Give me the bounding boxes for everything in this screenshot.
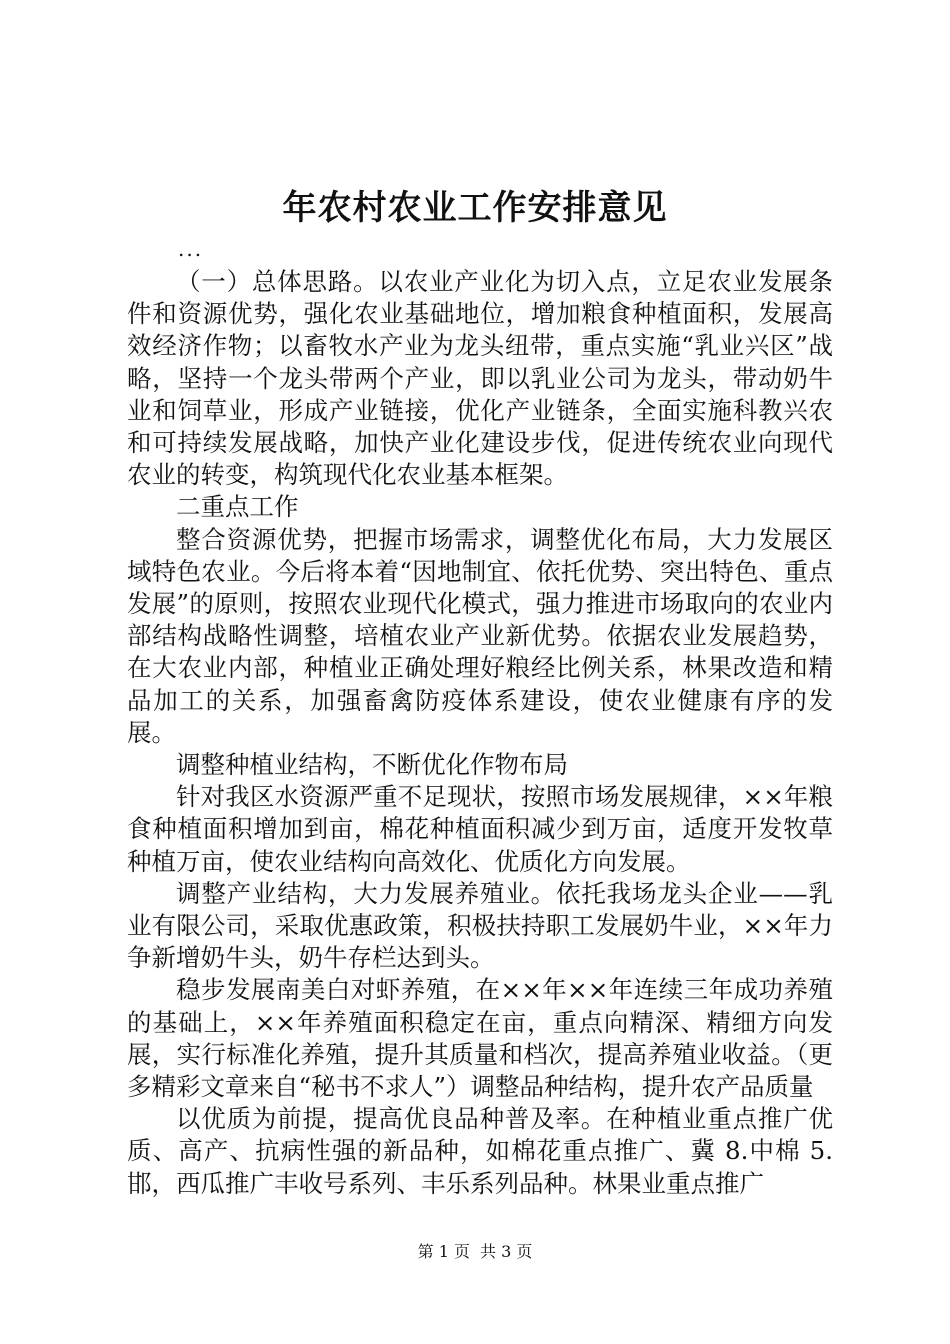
paragraph-shrimp-farming: 稳步发展南美白对虾养殖，在××年××年连续三年成功养殖的基础上，××年养殖面积稳定在亩，重点向精深、精细方向发展，实行标准化养殖，提升其质量和档次，提高养殖业收益。（更多精彩文章来自“秘书不求人”）调整品种结构，提升农产品质量 (127, 975, 833, 1102)
paragraph-breeding-industry: 调整产业结构，大力发展养殖业。依托我场龙头企业——乳业有限公司，采取优惠政策，积极扶持职工发展奶牛业，××年力争新增奶牛头，奶牛存栏达到头。 (127, 878, 833, 973)
section-heading-key-work: 二重点工作 (176, 492, 299, 522)
section-heading-planting-structure: 调整种植业结构，不断优化作物布局 (176, 750, 568, 780)
page-number: 第 1 页 (417, 1242, 470, 1261)
ellipsis-text: ... (178, 237, 204, 261)
document-body (127, 266, 833, 1200)
paragraph-water-resources: 针对我区水资源严重不足现状，按照市场发展规律，××年粮食种植面积增加到亩，棉花种植面积减少到万亩，适度开发牧草种植万亩，使农业结构向高效化、优质化方向发展。 (127, 782, 833, 876)
page-total: 共 3 页 (480, 1242, 533, 1261)
document-title: 年农村农业工作安排意见 (282, 188, 668, 228)
paragraph-quality-varieties: 以优质为前提，提高优良品种普及率。在种植业重点推广优质、高产、抗病性强的新品种，如棉花重点推广、冀 8.中棉 5.邯，西瓜推广丰收号系列、丰乐系列品种。林果业重点推广 (127, 1104, 833, 1198)
page-footer (0, 1241, 950, 1263)
paragraph-integrate-resources: 整合资源优势，把握市场需求，调整优化布局，大力发展区域特色农业。今后将本着“因地制宜、依托优势、突出特色、重点发展”的原则，按照农业现代化模式，强力推进市场取向的农业内部结构战略性调整，培植农业产业新优势。依据农业发展趋势，在大农业内部，种植业正确处理好粮经比例关系，林果改造和精品加工的关系，加强畜禽防疫体系建设，使农业健康有序的发展。 (127, 524, 833, 747)
paragraph-overall-approach: （一）总体思路。以农业产业化为切入点，立足农业发展条件和资源优势，强化农业基础地位，增加粮食种植面积，发展高效经济作物；以畜牧水产业为龙头纽带，重点实施“乳业兴区”战略，坚持一个龙头带两个产业，即以乳业公司为龙头，带动奶牛业和饲草业，形成产业链接，优化产业链条，全面实施科教兴农和可持续发展战略，加快产业化建设步伐，促进传统农业向现代农业的转变，构筑现代化农业基本框架。 (127, 267, 833, 490)
